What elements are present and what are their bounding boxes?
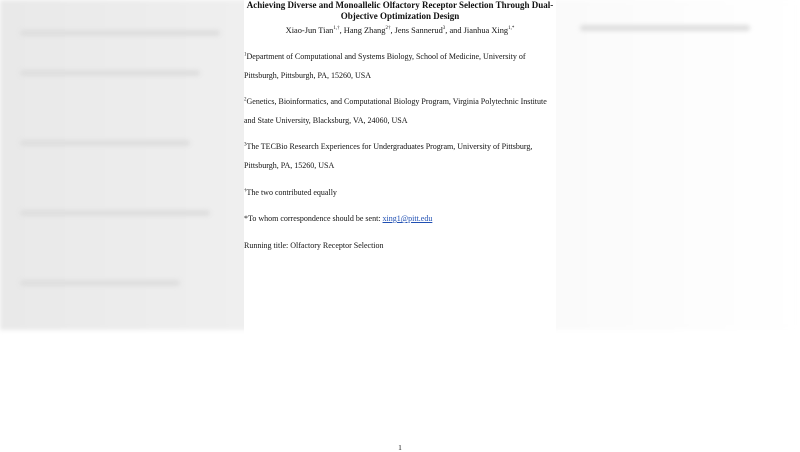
affiliation-superscript: 1 [244, 52, 247, 58]
affiliation-1 [244, 48, 556, 85]
affiliation-superscript: 3 [244, 142, 247, 148]
blurred-text-line [20, 70, 200, 76]
affiliation-text: The TECBio Research Experiences for Undergraduates Program, University of Pittsburg, Pittsburgh, PA, 15260, USA [244, 142, 533, 170]
affiliation-text: Department of Computational and Systems Biology, School of Medicine, University of Pittsburgh, Pittsburgh, PA, 15260, USA [244, 52, 526, 80]
correspondence-text: *To whom correspondence should be sent: [244, 214, 383, 223]
note-superscript: † [244, 188, 247, 194]
affiliation-3 [244, 138, 556, 175]
email-link[interactable]: xing1@pitt.edu [382, 214, 433, 223]
correspondence-line [244, 210, 556, 229]
page-number: 1 [398, 443, 402, 452]
author-list: Xiao-Jun Tian$^{1,\dagger}$, Hang Zhang$^{2\dagger}$, Jens Sannerud$^3$, and Jianhua Xing$^{1,*}$ [285, 26, 515, 35]
blurred-text-line [580, 25, 750, 31]
equal-contribution-note [244, 184, 556, 203]
running-title: Running title: Olfactory Receptor Selection [244, 241, 384, 250]
blurred-text-line [20, 280, 180, 286]
affiliation-superscript: 2 [244, 97, 247, 103]
author-name: Xiao-Jun Tian [285, 26, 334, 35]
note-text: The two contributed equally [246, 188, 337, 197]
author-name: Hang Zhang [343, 26, 386, 35]
author-superscript: 1,† [333, 26, 340, 32]
affiliation-text: Genetics, Bioinformatics, and Computational Biology Program, Virginia Polytechnic Institute and State University, Blacksburg, VA, 24060, USA [244, 97, 547, 125]
blurred-text-line [20, 30, 220, 36]
paper-title: Achieving Diverse and Monoallelic Olfactory Receptor Selection Through Dual-Objective Optimization Design [246, 0, 554, 21]
affiliation-2 [244, 93, 556, 130]
author-superscript: 3 [442, 26, 446, 32]
author-name: Jens Sannerud [394, 26, 443, 35]
author-superscript: 1,* [508, 26, 515, 32]
author-superscript: 2† [385, 26, 391, 32]
blurred-text-line [20, 140, 190, 146]
blurred-text-line [20, 210, 210, 216]
author-name: Jianhua Xing [463, 26, 509, 35]
